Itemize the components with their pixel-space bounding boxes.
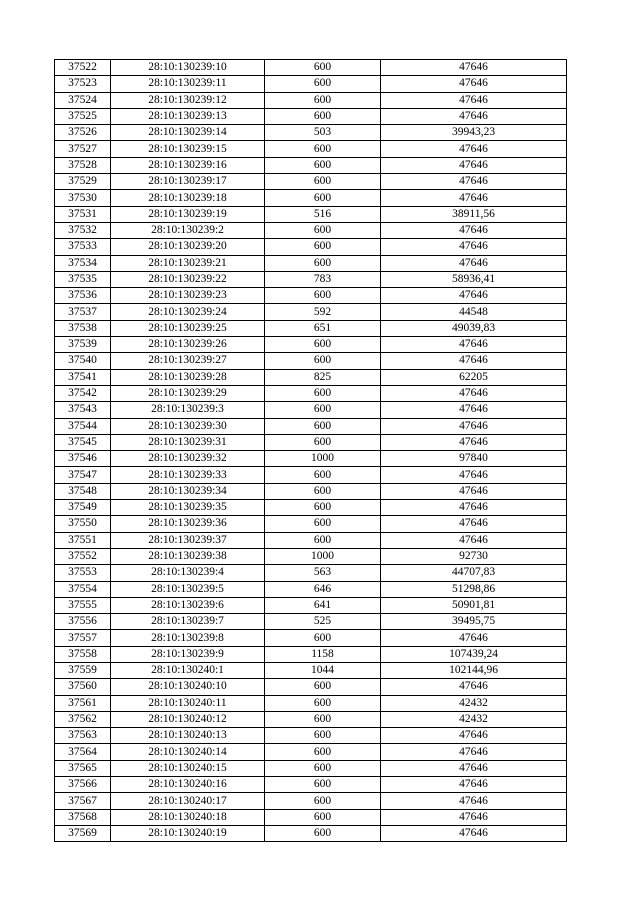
area-cell: 600 [265, 157, 381, 173]
table-row [55, 809, 567, 825]
row-number-cell: 37529 [55, 174, 111, 190]
value-cell: 39495,75 [381, 614, 567, 630]
row-number-cell: 37566 [55, 777, 111, 793]
table-row [55, 255, 567, 271]
row-number-cell: 37549 [55, 500, 111, 516]
cadastral-number-cell: 28:10:130239:26 [111, 337, 265, 353]
row-number-cell: 37537 [55, 304, 111, 320]
cadastral-number-cell: 28:10:130239:13 [111, 108, 265, 124]
cadastral-number-cell: 28:10:130239:22 [111, 271, 265, 287]
row-number-cell: 37526 [55, 125, 111, 141]
area-cell: 600 [265, 467, 381, 483]
cadastral-number-cell: 28:10:130239:15 [111, 141, 265, 157]
cadastral-number-cell: 28:10:130240:16 [111, 777, 265, 793]
area-cell: 1158 [265, 646, 381, 662]
table-row [55, 500, 567, 516]
cadastral-number-cell: 28:10:130239:18 [111, 190, 265, 206]
cadastral-number-cell: 28:10:130240:15 [111, 760, 265, 776]
table-row [55, 190, 567, 206]
table-row [55, 337, 567, 353]
table-row [55, 662, 567, 678]
value-cell: 47646 [381, 190, 567, 206]
value-cell: 47646 [381, 337, 567, 353]
value-cell: 47646 [381, 532, 567, 548]
value-cell: 47646 [381, 793, 567, 809]
cadastral-number-cell: 28:10:130239:6 [111, 597, 265, 613]
area-cell: 600 [265, 92, 381, 108]
table-row [55, 630, 567, 646]
value-cell: 39943,23 [381, 125, 567, 141]
table-row [55, 760, 567, 776]
cadastral-number-cell: 28:10:130239:32 [111, 451, 265, 467]
cadastral-number-cell: 28:10:130240:18 [111, 809, 265, 825]
table-row [55, 744, 567, 760]
cadastral-number-cell: 28:10:130239:25 [111, 320, 265, 336]
table-row [55, 402, 567, 418]
value-cell: 47646 [381, 353, 567, 369]
row-number-cell: 37535 [55, 271, 111, 287]
table-row [55, 793, 567, 809]
area-cell: 600 [265, 385, 381, 401]
cadastral-number-cell: 28:10:130240:11 [111, 695, 265, 711]
area-cell: 1044 [265, 662, 381, 678]
row-number-cell: 37523 [55, 76, 111, 92]
table-row [55, 206, 567, 222]
table-row [55, 581, 567, 597]
cadastral-number-cell: 28:10:130239:30 [111, 418, 265, 434]
table-row [55, 467, 567, 483]
row-number-cell: 37548 [55, 483, 111, 499]
row-number-cell: 37522 [55, 60, 111, 76]
area-cell: 600 [265, 516, 381, 532]
row-number-cell: 37531 [55, 206, 111, 222]
area-cell: 600 [265, 695, 381, 711]
row-number-cell: 37568 [55, 809, 111, 825]
area-cell: 600 [265, 353, 381, 369]
cadastral-number-cell: 28:10:130239:9 [111, 646, 265, 662]
table-row [55, 418, 567, 434]
table-row [55, 353, 567, 369]
area-cell: 600 [265, 760, 381, 776]
cadastral-number-cell: 28:10:130240:19 [111, 825, 265, 841]
row-number-cell: 37544 [55, 418, 111, 434]
area-cell: 600 [265, 60, 381, 76]
area-cell: 651 [265, 320, 381, 336]
area-cell: 600 [265, 174, 381, 190]
value-cell: 47646 [381, 744, 567, 760]
area-cell: 600 [265, 679, 381, 695]
row-number-cell: 37532 [55, 222, 111, 238]
row-number-cell: 37540 [55, 353, 111, 369]
area-cell: 600 [265, 825, 381, 841]
cadastral-number-cell: 28:10:130239:14 [111, 125, 265, 141]
area-cell: 600 [265, 288, 381, 304]
row-number-cell: 37561 [55, 695, 111, 711]
table-row [55, 451, 567, 467]
cadastral-number-cell: 28:10:130239:5 [111, 581, 265, 597]
table-row [55, 369, 567, 385]
value-cell: 47646 [381, 809, 567, 825]
value-cell: 44548 [381, 304, 567, 320]
table-row [55, 695, 567, 711]
cadastral-number-cell: 28:10:130239:12 [111, 92, 265, 108]
row-number-cell: 37545 [55, 434, 111, 450]
table-row [55, 548, 567, 564]
value-cell: 47646 [381, 255, 567, 271]
table-row [55, 516, 567, 532]
value-cell: 92730 [381, 548, 567, 564]
cadastral-number-cell: 28:10:130240:13 [111, 728, 265, 744]
area-cell: 600 [265, 777, 381, 793]
value-cell: 47646 [381, 239, 567, 255]
row-number-cell: 37541 [55, 369, 111, 385]
value-cell: 47646 [381, 141, 567, 157]
row-number-cell: 37530 [55, 190, 111, 206]
area-cell: 600 [265, 108, 381, 124]
value-cell: 47646 [381, 728, 567, 744]
value-cell: 47646 [381, 222, 567, 238]
row-number-cell: 37565 [55, 760, 111, 776]
table-row [55, 239, 567, 255]
row-number-cell: 37524 [55, 92, 111, 108]
value-cell: 47646 [381, 760, 567, 776]
area-cell: 600 [265, 793, 381, 809]
table-row [55, 108, 567, 124]
row-number-cell: 37547 [55, 467, 111, 483]
table-row [55, 597, 567, 613]
area-cell: 1000 [265, 548, 381, 564]
area-cell: 600 [265, 222, 381, 238]
table-row [55, 565, 567, 581]
table-row [55, 825, 567, 841]
table-row [55, 304, 567, 320]
row-number-cell: 37539 [55, 337, 111, 353]
area-cell: 783 [265, 271, 381, 287]
value-cell: 47646 [381, 60, 567, 76]
cadastral-number-cell: 28:10:130239:31 [111, 434, 265, 450]
value-cell: 47646 [381, 76, 567, 92]
cadastral-number-cell: 28:10:130239:23 [111, 288, 265, 304]
area-cell: 600 [265, 630, 381, 646]
table-row [55, 157, 567, 173]
row-number-cell: 37564 [55, 744, 111, 760]
cadastral-number-cell: 28:10:130239:16 [111, 157, 265, 173]
row-number-cell: 37525 [55, 108, 111, 124]
row-number-cell: 37558 [55, 646, 111, 662]
value-cell: 50901,81 [381, 597, 567, 613]
area-cell: 646 [265, 581, 381, 597]
value-cell: 42432 [381, 711, 567, 727]
table-row [55, 288, 567, 304]
value-cell: 47646 [381, 402, 567, 418]
area-cell: 600 [265, 711, 381, 727]
cadastral-number-cell: 28:10:130240:1 [111, 662, 265, 678]
area-cell: 600 [265, 76, 381, 92]
table-row [55, 385, 567, 401]
row-number-cell: 37560 [55, 679, 111, 695]
value-cell: 47646 [381, 108, 567, 124]
value-cell: 102144,96 [381, 662, 567, 678]
data-table [54, 59, 567, 842]
row-number-cell: 37528 [55, 157, 111, 173]
cadastral-number-cell: 28:10:130239:34 [111, 483, 265, 499]
table-row [55, 646, 567, 662]
value-cell: 44707,83 [381, 565, 567, 581]
area-cell: 600 [265, 402, 381, 418]
table-row [55, 483, 567, 499]
table-row [55, 174, 567, 190]
area-cell: 600 [265, 337, 381, 353]
row-number-cell: 37538 [55, 320, 111, 336]
area-cell: 592 [265, 304, 381, 320]
value-cell: 47646 [381, 483, 567, 499]
row-number-cell: 37556 [55, 614, 111, 630]
value-cell: 62205 [381, 369, 567, 385]
value-cell: 47646 [381, 434, 567, 450]
area-cell: 600 [265, 141, 381, 157]
value-cell: 107439,24 [381, 646, 567, 662]
table-row [55, 711, 567, 727]
value-cell: 97840 [381, 451, 567, 467]
row-number-cell: 37559 [55, 662, 111, 678]
cadastral-number-cell: 28:10:130239:11 [111, 76, 265, 92]
cadastral-number-cell: 28:10:130239:7 [111, 614, 265, 630]
row-number-cell: 37553 [55, 565, 111, 581]
area-cell: 600 [265, 809, 381, 825]
cadastral-number-cell: 28:10:130240:14 [111, 744, 265, 760]
table-row [55, 141, 567, 157]
value-cell: 47646 [381, 418, 567, 434]
row-number-cell: 37569 [55, 825, 111, 841]
value-cell: 47646 [381, 825, 567, 841]
area-cell: 600 [265, 190, 381, 206]
value-cell: 58936,41 [381, 271, 567, 287]
row-number-cell: 37554 [55, 581, 111, 597]
cadastral-number-cell: 28:10:130239:33 [111, 467, 265, 483]
table-row [55, 614, 567, 630]
table-row [55, 532, 567, 548]
cadastral-number-cell: 28:10:130239:24 [111, 304, 265, 320]
row-number-cell: 37567 [55, 793, 111, 809]
area-cell: 600 [265, 500, 381, 516]
row-number-cell: 37533 [55, 239, 111, 255]
area-cell: 516 [265, 206, 381, 222]
table-row [55, 271, 567, 287]
row-number-cell: 37543 [55, 402, 111, 418]
value-cell: 49039,83 [381, 320, 567, 336]
table-row [55, 434, 567, 450]
cadastral-number-cell: 28:10:130239:27 [111, 353, 265, 369]
value-cell: 42432 [381, 695, 567, 711]
cadastral-number-cell: 28:10:130239:10 [111, 60, 265, 76]
row-number-cell: 37562 [55, 711, 111, 727]
area-cell: 503 [265, 125, 381, 141]
value-cell: 47646 [381, 516, 567, 532]
cadastral-number-cell: 28:10:130239:29 [111, 385, 265, 401]
value-cell: 47646 [381, 385, 567, 401]
table-row [55, 60, 567, 76]
value-cell: 47646 [381, 777, 567, 793]
row-number-cell: 37555 [55, 597, 111, 613]
cadastral-number-cell: 28:10:130239:38 [111, 548, 265, 564]
cadastral-number-cell: 28:10:130239:3 [111, 402, 265, 418]
cadastral-number-cell: 28:10:130239:37 [111, 532, 265, 548]
cadastral-number-cell: 28:10:130239:8 [111, 630, 265, 646]
table-row [55, 92, 567, 108]
cadastral-number-cell: 28:10:130239:21 [111, 255, 265, 271]
table-row [55, 728, 567, 744]
area-cell: 600 [265, 532, 381, 548]
value-cell: 47646 [381, 679, 567, 695]
area-cell: 600 [265, 744, 381, 760]
table-row [55, 320, 567, 336]
row-number-cell: 37542 [55, 385, 111, 401]
value-cell: 47646 [381, 467, 567, 483]
value-cell: 47646 [381, 174, 567, 190]
row-number-cell: 37563 [55, 728, 111, 744]
table-row [55, 679, 567, 695]
area-cell: 600 [265, 255, 381, 271]
cadastral-number-cell: 28:10:130239:19 [111, 206, 265, 222]
value-cell: 47646 [381, 92, 567, 108]
area-cell: 600 [265, 418, 381, 434]
table-body [55, 60, 567, 842]
row-number-cell: 37552 [55, 548, 111, 564]
cadastral-number-cell: 28:10:130240:10 [111, 679, 265, 695]
area-cell: 600 [265, 434, 381, 450]
table-row [55, 777, 567, 793]
value-cell: 47646 [381, 500, 567, 516]
area-cell: 563 [265, 565, 381, 581]
area-cell: 600 [265, 483, 381, 499]
cadastral-number-cell: 28:10:130239:2 [111, 222, 265, 238]
value-cell: 51298,86 [381, 581, 567, 597]
area-cell: 825 [265, 369, 381, 385]
cadastral-number-cell: 28:10:130239:17 [111, 174, 265, 190]
cadastral-number-cell: 28:10:130240:17 [111, 793, 265, 809]
row-number-cell: 37546 [55, 451, 111, 467]
row-number-cell: 37534 [55, 255, 111, 271]
row-number-cell: 37536 [55, 288, 111, 304]
value-cell: 47646 [381, 157, 567, 173]
cadastral-number-cell: 28:10:130239:35 [111, 500, 265, 516]
value-cell: 47646 [381, 630, 567, 646]
row-number-cell: 37550 [55, 516, 111, 532]
cadastral-number-cell: 28:10:130239:20 [111, 239, 265, 255]
table-row [55, 222, 567, 238]
table-row [55, 76, 567, 92]
area-cell: 600 [265, 239, 381, 255]
cadastral-number-cell: 28:10:130240:12 [111, 711, 265, 727]
row-number-cell: 37527 [55, 141, 111, 157]
row-number-cell: 37551 [55, 532, 111, 548]
cadastral-number-cell: 28:10:130239:28 [111, 369, 265, 385]
area-cell: 525 [265, 614, 381, 630]
area-cell: 600 [265, 728, 381, 744]
area-cell: 641 [265, 597, 381, 613]
area-cell: 1000 [265, 451, 381, 467]
table-row [55, 125, 567, 141]
row-number-cell: 37557 [55, 630, 111, 646]
cadastral-number-cell: 28:10:130239:4 [111, 565, 265, 581]
value-cell: 38911,56 [381, 206, 567, 222]
cadastral-number-cell: 28:10:130239:36 [111, 516, 265, 532]
value-cell: 47646 [381, 288, 567, 304]
